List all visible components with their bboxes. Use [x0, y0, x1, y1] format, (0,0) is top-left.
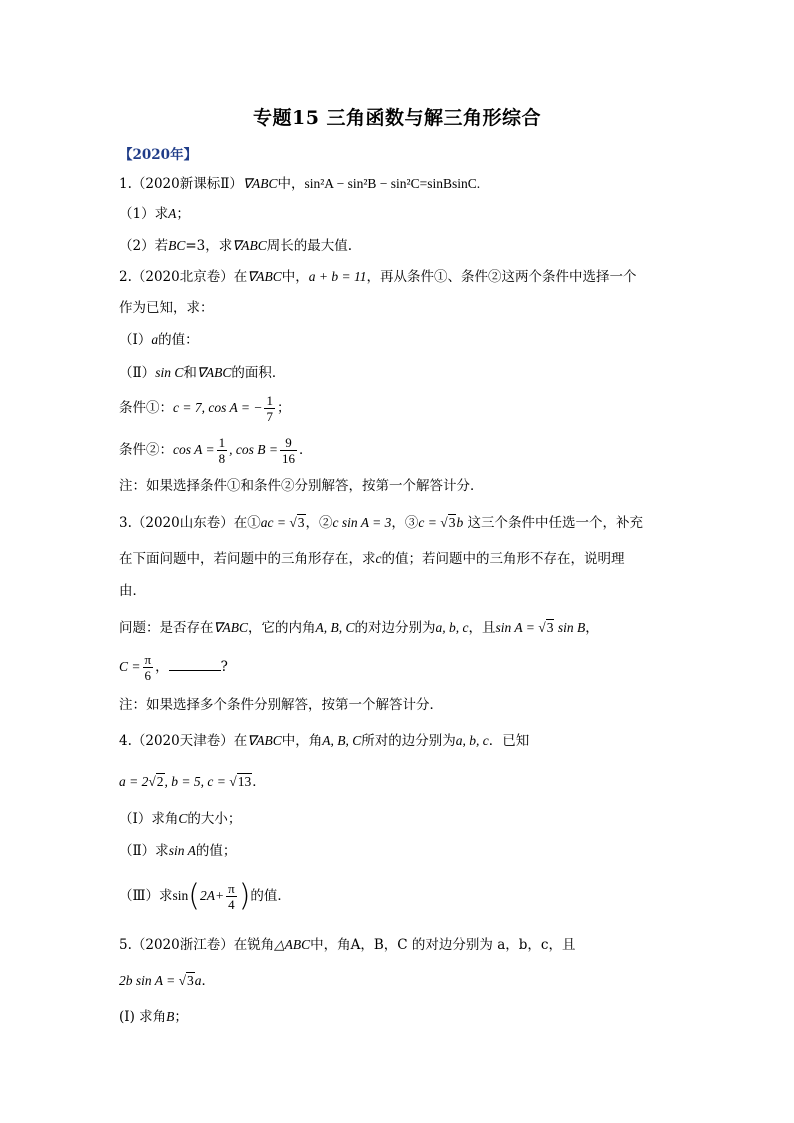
right-paren: ) [238, 878, 251, 914]
question-3: 3.（2020山东卷）在①ac = √3，②c sin A = 3，③c = √3b 这三个条件中任选一个，补充 [119, 515, 643, 531]
sqrt: √3 [178, 973, 194, 988]
question-4: 4.（2020天津卷）在∇ABC中，角A, B, C所对的边分别为a, b, c．已知 [119, 733, 530, 749]
fraction: $\frac{\pi}{6}$ [144, 652, 152, 683]
fraction: $\frac{\pi}{4}$ [228, 881, 235, 912]
question-4-part-3: （Ⅲ）求sin(2A+ $\frac{\pi}{4}$ )的值． [119, 878, 291, 914]
fraction: $\frac{1}{8}$ [218, 435, 226, 466]
question-4-part-1: （Ⅰ）求角C的大小； [119, 811, 242, 827]
answer-blank [169, 658, 221, 671]
question-1-part-1: （1）求A； [119, 206, 190, 222]
year-label: 【2020年】 [119, 147, 198, 163]
question-2-note: 注：如果选择条件①和条件②分别解答，按第一个解答计分． [119, 478, 484, 494]
question-3-c-value: C = $\frac{\pi}{6}$ ， ? [119, 652, 228, 683]
sqrt: √2 [148, 774, 164, 789]
question-3-line-2: 在下面问题中，若问题中的三角形存在，求c的值；若问题中的三角形不存在，说明理 [119, 551, 625, 567]
question-2-part-2: （Ⅱ）sin C和∇ABC的面积． [119, 365, 286, 381]
question-2-part-1: （Ⅰ）a的值： [119, 332, 199, 348]
sqrt: √13 [229, 774, 252, 789]
sqrt: √3 [289, 515, 305, 530]
question-5-given: 2b sin A = √3a． [119, 973, 216, 989]
question-2-line-2: 作为已知，求： [119, 300, 214, 316]
condition-1: 条件①：c = 7, cos A = − $\frac{1}{7}$ ； [119, 393, 291, 424]
question-4-part-2: （Ⅱ）求sin A的值； [119, 843, 237, 859]
sqrt: √3 [538, 620, 554, 635]
question-5: 5.（2020浙江卷）在锐角△ABC中，角A，B，C 的对边分别为 a，b，c，且 [119, 937, 576, 953]
fraction: $\frac{9}{16}$ [281, 435, 295, 466]
question-3-note: 注：如果选择多个条件分别解答，按第一个解答计分． [119, 697, 443, 713]
question-3-line-3: 由． [119, 583, 146, 599]
question-5-part-1: (I) 求角B； [119, 1009, 188, 1025]
condition-2: 条件②：cos A = $\frac{1}{8}$ , cos B = $\frac{9}{16}$ ． [119, 435, 313, 466]
page-title: 专题15 三角函数与解三角形综合 [252, 107, 542, 129]
question-2: 2.（2020北京卷）在∇ABC中，a + b = 11，再从条件①、条件②这两个条件中选择一个 [119, 269, 637, 285]
question-4-given: a = 2√2, b = 5, c = √13． [119, 774, 266, 790]
fraction: $\frac{1}{7}$ [266, 393, 273, 424]
left-paren: ( [188, 878, 201, 914]
question-3-problem: 问题：是否存在∇ABC，它的内角A, B, C的对边分别为a, b, c，且sin A = √3 sin B， [119, 620, 599, 636]
question-1: 1.（2020新课标Ⅱ）∇ABC中，sin²A − sin²B − sin²C=sinBsinC. [119, 176, 481, 192]
sqrt: √3 [440, 515, 456, 530]
question-1-part-2: （2）若BC=3，求∇ABC周长的最大值. [119, 238, 353, 254]
